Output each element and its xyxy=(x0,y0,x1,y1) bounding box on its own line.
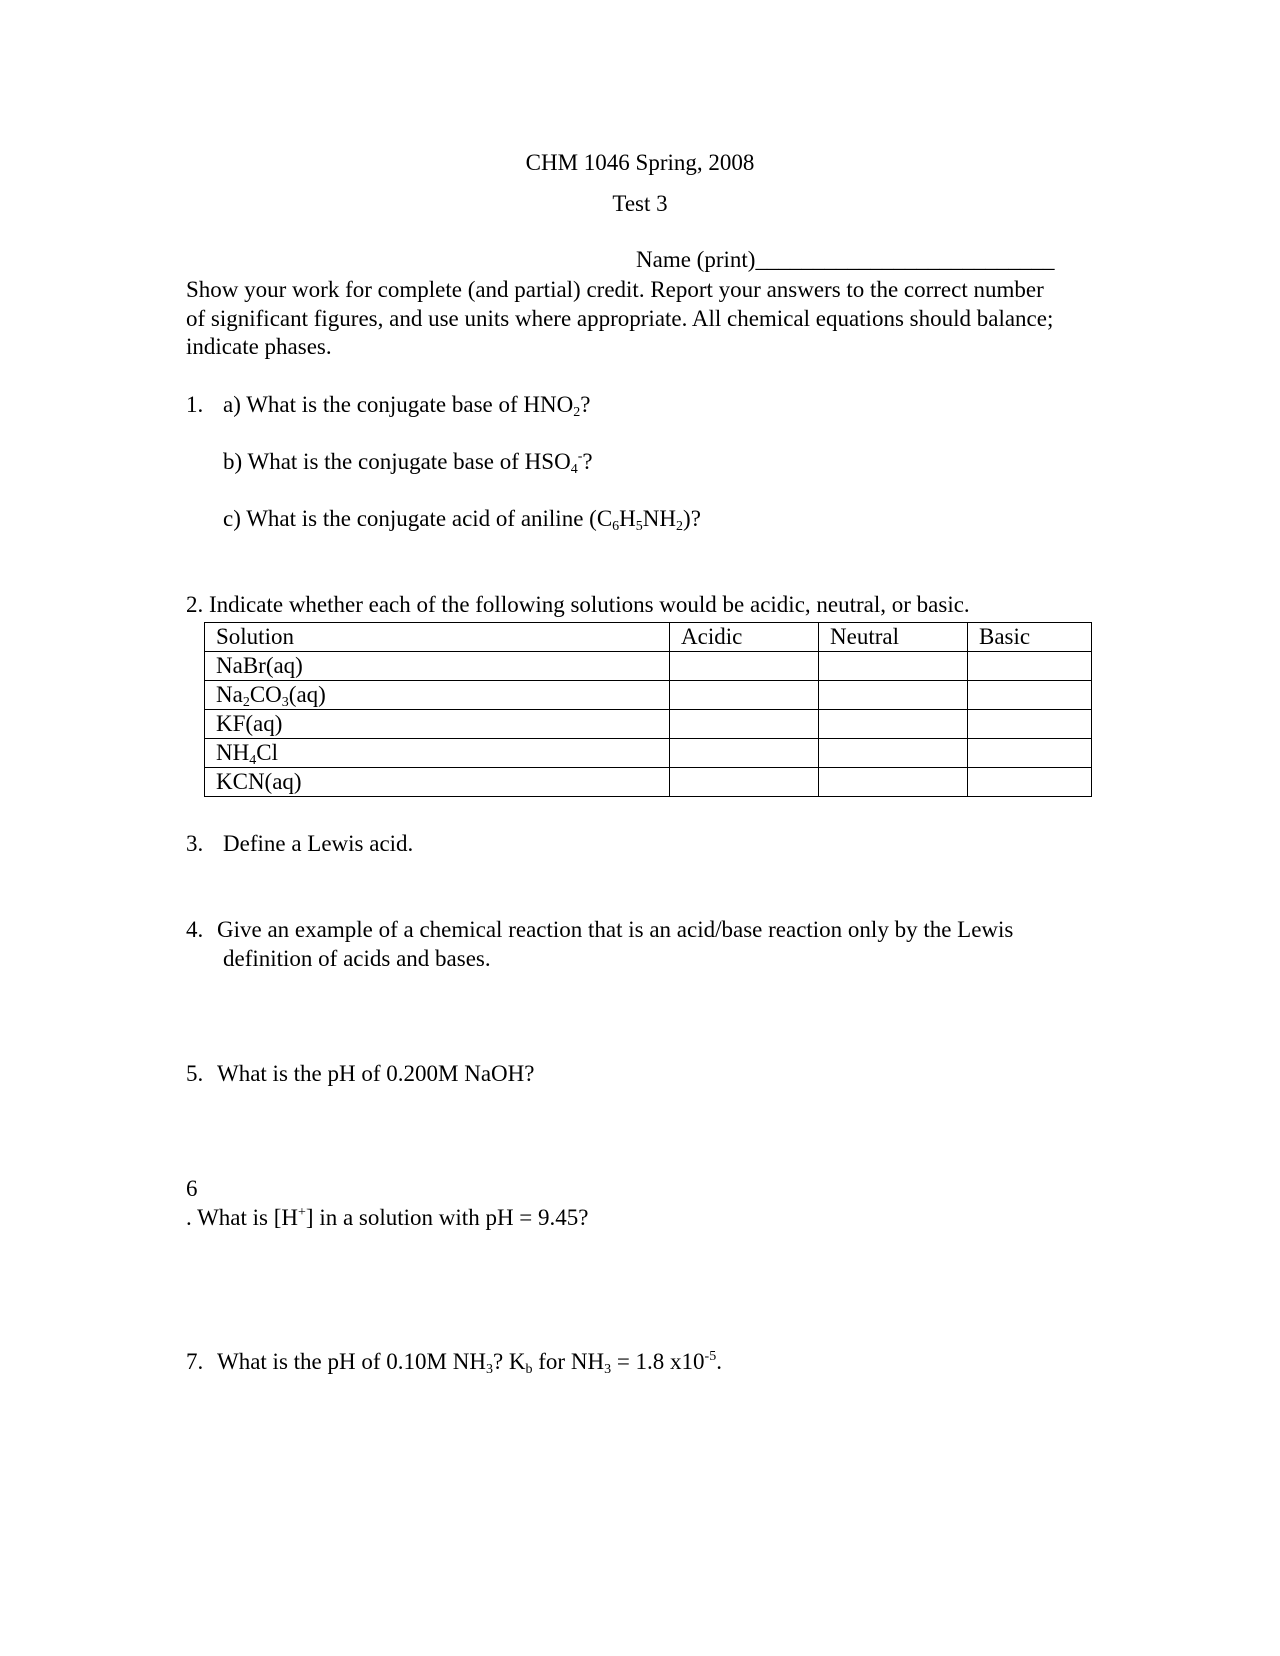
question-2: 2. Indicate whether each of the following solutions would be acidic, neutral, or basic. xyxy=(186,592,970,617)
solution-cell: NaBr(aq) xyxy=(205,652,670,681)
question-number: 1. xyxy=(186,392,204,417)
test-title: Test 3 xyxy=(612,191,668,216)
table-row xyxy=(205,710,1092,739)
question-4: 4. Give an example of a chemical reaction that is an acid/base reaction only by the Lewis xyxy=(186,917,1014,942)
basic-cell[interactable] xyxy=(968,710,1092,739)
table-row xyxy=(205,681,1092,710)
neutral-cell[interactable] xyxy=(819,681,968,710)
solutions-table xyxy=(204,622,1092,797)
column-header: Basic xyxy=(968,623,1092,652)
solution-cell: $Na_2CO_3(aq)$ xyxy=(205,681,670,710)
question-5: 5. What is the pH of 0.200M NaOH? xyxy=(186,1061,535,1086)
neutral-cell[interactable] xyxy=(819,710,968,739)
question-6: . What is [H+] in a solution with pH = 9.45? xyxy=(186,1205,589,1230)
table-row xyxy=(205,652,1092,681)
column-header: Neutral xyxy=(819,623,968,652)
question-number: 3. xyxy=(186,831,204,856)
question-4-cont: definition of acids and bases. xyxy=(223,946,491,971)
basic-cell[interactable] xyxy=(968,739,1092,768)
column-header: Acidic xyxy=(670,623,819,652)
question-number: 7. xyxy=(186,1349,204,1374)
course-title: CHM 1046 Spring, 2008 xyxy=(525,150,755,175)
neutral-cell[interactable] xyxy=(819,652,968,681)
basic-cell[interactable] xyxy=(968,652,1092,681)
question-1b: b) What is the conjugate base of $HSO_4^-$? xyxy=(223,449,593,477)
question-1c: c) What is the conjugate acid of aniline $(C_6H_5NH_2)$? xyxy=(223,506,701,534)
table-header-row xyxy=(205,623,1092,652)
question-6-number: 6 xyxy=(186,1176,198,1201)
neutral-cell[interactable] xyxy=(819,768,968,797)
basic-cell[interactable] xyxy=(968,768,1092,797)
acidic-cell[interactable] xyxy=(670,710,819,739)
question-number: 5. xyxy=(186,1061,204,1086)
acidic-cell[interactable] xyxy=(670,652,819,681)
acidic-cell[interactable] xyxy=(670,768,819,797)
column-header: Solution xyxy=(205,623,670,652)
name-field xyxy=(636,247,1054,273)
question-1a: 1. a) What is the conjugate base of $HNO_2$? xyxy=(186,392,591,420)
question-3: 3. Define a Lewis acid. xyxy=(186,831,414,856)
basic-cell[interactable] xyxy=(968,681,1092,710)
acidic-cell[interactable] xyxy=(670,739,819,768)
question-7: 7. What is the pH of 0.10M $NH_3$? $K_b$ for $NH_3 = 1.8$ $x10^{-5}$. xyxy=(186,1349,722,1377)
question-number: 4. xyxy=(186,917,204,942)
name-label: Name (print) xyxy=(636,247,756,272)
solution-cell: KF(aq) xyxy=(205,710,670,739)
name-line: __________________________ xyxy=(755,247,1055,272)
neutral-cell[interactable] xyxy=(819,739,968,768)
solution-cell: $NH_4Cl$ xyxy=(205,739,670,768)
instructions: Show your work for complete (and partial) credit. Report your answers to the correct number of significant figures, and use units where appropriate. All chemical equations should balance; indicate phases. xyxy=(186,277,1054,359)
acidic-cell[interactable] xyxy=(670,681,819,710)
solution-cell: KCN(aq) xyxy=(205,768,670,797)
table-row xyxy=(205,739,1092,768)
table-row xyxy=(205,768,1092,797)
